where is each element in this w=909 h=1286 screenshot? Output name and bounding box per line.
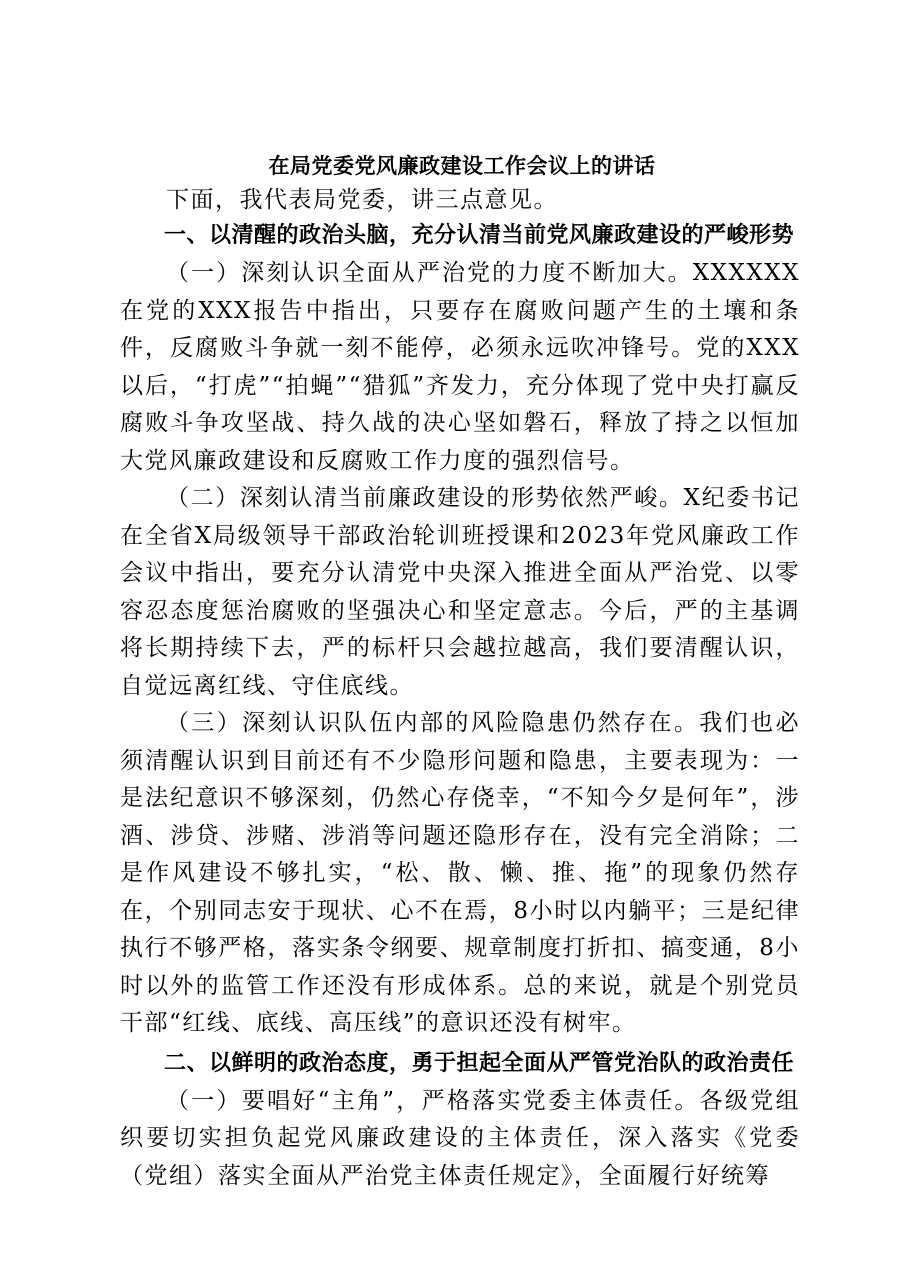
intro-paragraph: 下面，我代表局党委，讲三点意见。 <box>166 187 558 213</box>
section-heading-1: 一、以清醒的政治头脑，充分认清当前党风廉政建设的严峻形势 <box>164 223 795 248</box>
section-2-paragraph-1: （一）要唱好“主角”，严格落实党委主体责任。各级党组织要切实担负起党风廉政建设的主体责任，深入落实《党委（党组）落实全面从严治党主体责任规定》，全面履行好统筹 <box>120 1087 800 1189</box>
document-title: 在局党委党风廉政建设工作会议上的讲话 <box>268 154 656 178</box>
section-1-paragraph-2: （二）深刻认清当前廉政建设的形势依然严峻。X纪委书记在全省X局级领导干部政治轮训班授课和2023年党风廉政工作会议中指出，要充分认清党中央深入推进全面从严治党、以零容忍态度惩治腐败的坚强决心和坚定意志。今后，严的主基调将长期持续下去，严的标杆只会越拉越高，我们要清醒认识，自觉远离红线、守住底线。 <box>120 485 800 699</box>
document-page <box>120 140 800 1195</box>
section-1-paragraph-3: （三）深刻认识队伍内部的风险隐患仍然存在。我们也必须清醒认识到目前还有不少隐形问题和隐患，主要表现为：一是法纪意识不够深刻，仍然心存侥幸，“不知今夕是何年”，涉酒、涉贷、涉赌、涉消等问题还隐形存在，没有完全消除；二是作风建设不够扎实，“松、散、懒、推、拖”的现象仍然存在，个别同志安于现状、心不在焉，8小时以内躺平；三是纪律执行不够严格，落实条令纲要、规章制度打折扣、搞变通，8小时以外的监管工作还没有形成体系。总的来说，就是个别党员干部“红线、底线、高压线”的意识还没有树牢。 <box>120 710 800 1036</box>
section-1-paragraph-1: （一）深刻认识全面从严治党的力度不断加大。XXXXXX在党的XXX报告中指出，只要存在腐败问题产生的土壤和条件，反腐败斗争就一刻不能停，必须永远吹冲锋号。党的XXX以后，“打虎”“拍蝇”“猎狐”齐发力，充分体现了党中央打赢反腐败斗争攻坚战、持久战的决心坚如磐石，释放了持之以恒加大党风廉政建设和反腐败工作力度的强烈信号。 <box>120 260 800 474</box>
section-heading-2: 二、以鲜明的政治态度，勇于担起全面从严管党治队的政治责任 <box>164 1050 795 1076</box>
